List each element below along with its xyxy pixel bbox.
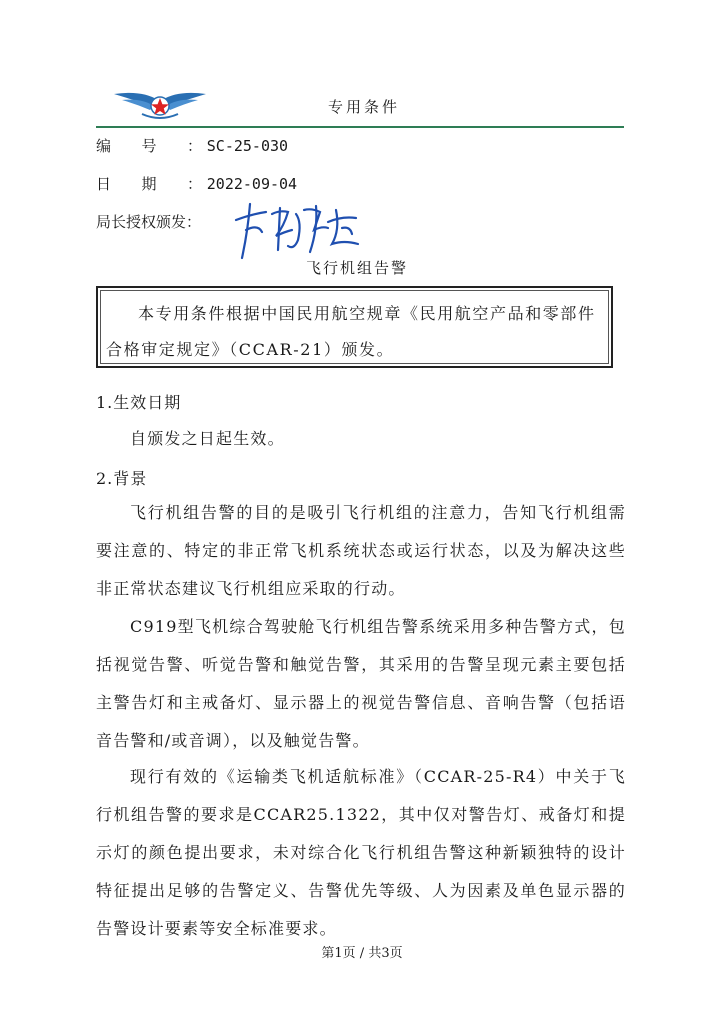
number-value: SC-25-030: [206, 137, 289, 155]
section-paragraph: 自颁发之日起生效。: [130, 429, 285, 448]
page-number: 第1页 / 共3页: [321, 946, 403, 961]
section-paragraph: 飞行机组告警的目的是吸引飞行机组的注意力，告知飞行机组需要注意的、特定的非正常飞机系统状态或运行状态，以及为解决这些非正常状态建议飞行机组应采取的行动。: [96, 503, 626, 598]
header-divider: [96, 126, 624, 128]
section-heading: 1.生效日期: [96, 393, 182, 412]
section-heading: 2.背景: [96, 469, 148, 488]
document-title: 飞行机组告警: [306, 259, 409, 277]
meta-date: [96, 174, 297, 194]
meta-issuer: [96, 212, 201, 232]
section-paragraph: 现行有效的《运输类飞机适航标准》（CCAR-25-R4）中关于飞行机组告警的要求是CCAR25.1322，其中仅对警告灯、戒备灯和提示灯的颜色提出要求，未对综合化飞行机组告警这种新颖独特的设计特征提出足够的告警定义、告警优先等级、人为因素及单色显示器的告警设计要素等安全标准要求。: [96, 767, 626, 938]
notice-text: 本专用条件根据中国民用航空规章《民用航空产品和零部件合格审定规定》（CCAR-21）颁发。: [106, 304, 596, 359]
date-label: 日期：: [96, 175, 202, 193]
signature: [232, 200, 364, 260]
date-value: 2022-09-04: [206, 175, 298, 193]
number-label: 编号：: [96, 137, 202, 155]
section-paragraph: C919型飞机综合驾驶舱飞行机组告警系统采用多种告警方式，包括视觉告警、听觉告警和触觉告警，其采用的告警呈现元素主要包括主警告灯和主戒备灯、显示器上的视觉告警信息、音响告警（包括语音告警和/或音调），以及触觉告警。: [96, 617, 626, 750]
header-title: 专用条件: [328, 98, 401, 116]
meta-number: [96, 136, 288, 156]
issuer-label: 局长授权颁发：: [96, 213, 202, 231]
notice-box: [96, 286, 613, 368]
caac-logo-icon: [112, 86, 208, 126]
